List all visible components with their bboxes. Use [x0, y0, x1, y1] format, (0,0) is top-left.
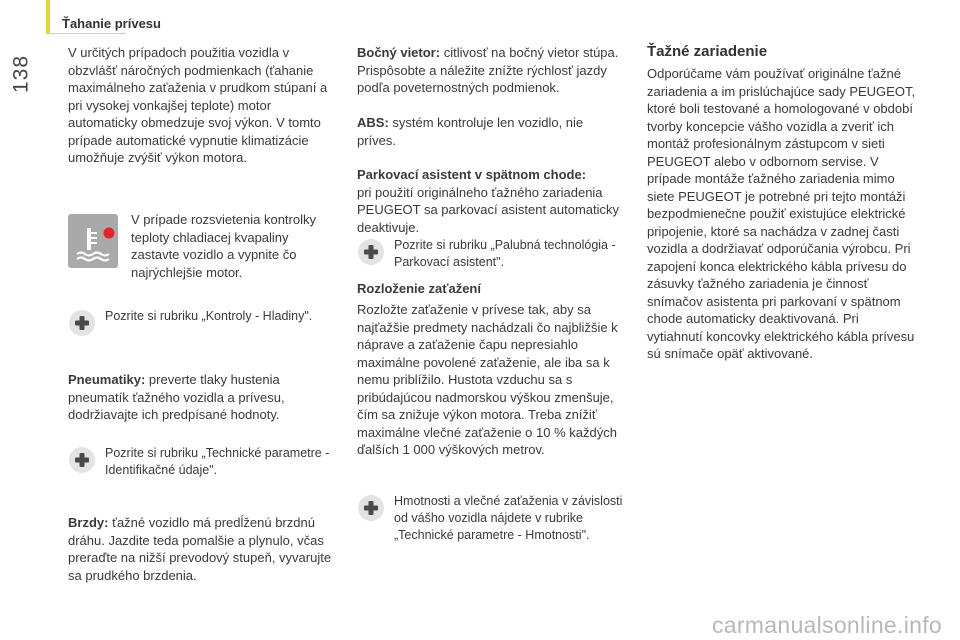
note-parkovaci-text: Pozrite si rubriku „Palubná technológia - Parkovací asistent". [394, 238, 616, 269]
crosswind-paragraph [357, 44, 627, 97]
note-hmotnosti [357, 493, 632, 544]
note-kontroly [68, 308, 333, 337]
tires-text: preverte tlaky hustenia pneumatík ťažného vozidla a prívesu, dodržiavajte ich predpísané hodnoty. [68, 372, 285, 422]
watermark: carmanualsonline.info [711, 611, 942, 638]
load-distribution-text: Rozložte zaťaženie v prívese tak, aby sa najťažšie predmety nachádzali čo najbližšie k náprave a zaťaženie čapu nepresiahlo maximálne povolené zaťaženie, ale iba sa k nemu priblížilo. Hustota vzduchu sa s pribúdajúcou nadmorskou výškou zmenšuje, čím sa znižuje výkon motora. Treba znížiť maximálne vlečné zaťaženie o 10 % každých ďalších 1 000 výškových metrov. [357, 302, 618, 457]
plus-icon [68, 309, 96, 337]
abs-label: ABS: [357, 115, 389, 130]
brakes-text: ťažné vozidlo má predĺženú brzdnú dráhu. Jazdite teda pomalšie a plynulo, včas preraďte na nižší prevodový stupeň, vyvarujte sa prudkého brzdenia. [68, 515, 332, 583]
section-title: Ťahanie prívesu [62, 16, 161, 31]
load-distribution-heading: Rozloženie zaťažení [357, 281, 481, 296]
page-number: 138 [9, 54, 33, 94]
plus-icon [357, 494, 385, 522]
brakes-paragraph [68, 514, 333, 584]
note-parkovaci [357, 237, 632, 271]
tires-label: Pneumatiky: [68, 372, 146, 387]
crosswind-text: citlivosť na bočný vietor stúpa. Prispôsobte a náležite znížte rýchlosť jazdy podľa poveternostných podmienok. [357, 45, 619, 95]
parking-assist-text: pri použití originálneho ťažného zariadenia PEUGEOT sa parkovací asistent automaticky deaktivuje. [357, 184, 620, 235]
towing-device-heading: Ťažné zariadenie [647, 43, 768, 60]
towing-device-text: Odporúčame vám používať originálne ťažné zariadenia a im prislúchajúce sady PEUGEOT, ktoré boli testované a homologované v období tvorby koncepcie vášho vozidla a zveriť ich montáž profesionálnym zástupcom v sieti PEUGEOT alebo v odbornom servise. V prípade montáže ťažného zariadenia mimo siete PEUGEOT je potrebné pri tejto montáži bezpodmienečne použiť existujúce elektrické pripojenie, ktoré sa nachádza v zadnej časti vozidla a dodržiavať odporúčania výrobcu. Pri zapojení konca elektrického kábla prívesu do zásuvky ťažného zariadenia je činnosť snímačov asistenta pri parkovaní v spätnom chode automaticky deaktivovaná. Pri vytiahnutí koncovky elektrického kábla prívesu sú snímače opäť aktivované. [647, 66, 916, 361]
header-accent-bar [46, 0, 50, 34]
parking-assist-paragraph [357, 166, 627, 236]
coolant-warning-text: V prípade rozsvietenia kontrolky teploty chladiacej kvapaliny zastavte vozidlo a vypnite čo najrýchlejšie motor. [131, 212, 316, 280]
tires-paragraph [68, 371, 330, 424]
plus-icon [357, 238, 385, 266]
intro-paragraph: V určitých prípadoch použitia vozidla v obzvlášť náročných podmienkach (ťahanie maximálneho zaťaženia v prudkom stúpaní a pri vysokej vonkajšej teplote) motor automaticky obmedzuje svoj výkon. V tomto prípade automatické vypnutie klimatizácie umožňuje zvýšiť výkon motora. [68, 45, 328, 165]
note-hmotnosti-text: Hmotnosti a vlečné zaťaženia v závislosti od vášho vozidla nájdete v rubrike „Technické parametre - Hmotnosti". [394, 494, 623, 542]
header-accent-line [46, 33, 126, 34]
note-kontroly-text: Pozrite si rubriku „Kontroly - Hladiny". [105, 309, 313, 323]
abs-text: systém kontroluje len vozidlo, nie príves. [357, 115, 584, 148]
crosswind-label: Bočný vietor: [357, 45, 441, 60]
note-identifikacne [68, 445, 333, 479]
brakes-label: Brzdy: [68, 515, 109, 530]
plus-icon [68, 446, 96, 474]
coolant-temperature-icon [68, 214, 118, 268]
parking-assist-label: Parkovací asistent v spätnom chode: [357, 167, 587, 182]
note-identifikacne-text: Pozrite si rubriku „Technické parametre - Identifikačné údaje". [105, 446, 330, 477]
abs-paragraph [357, 114, 619, 149]
